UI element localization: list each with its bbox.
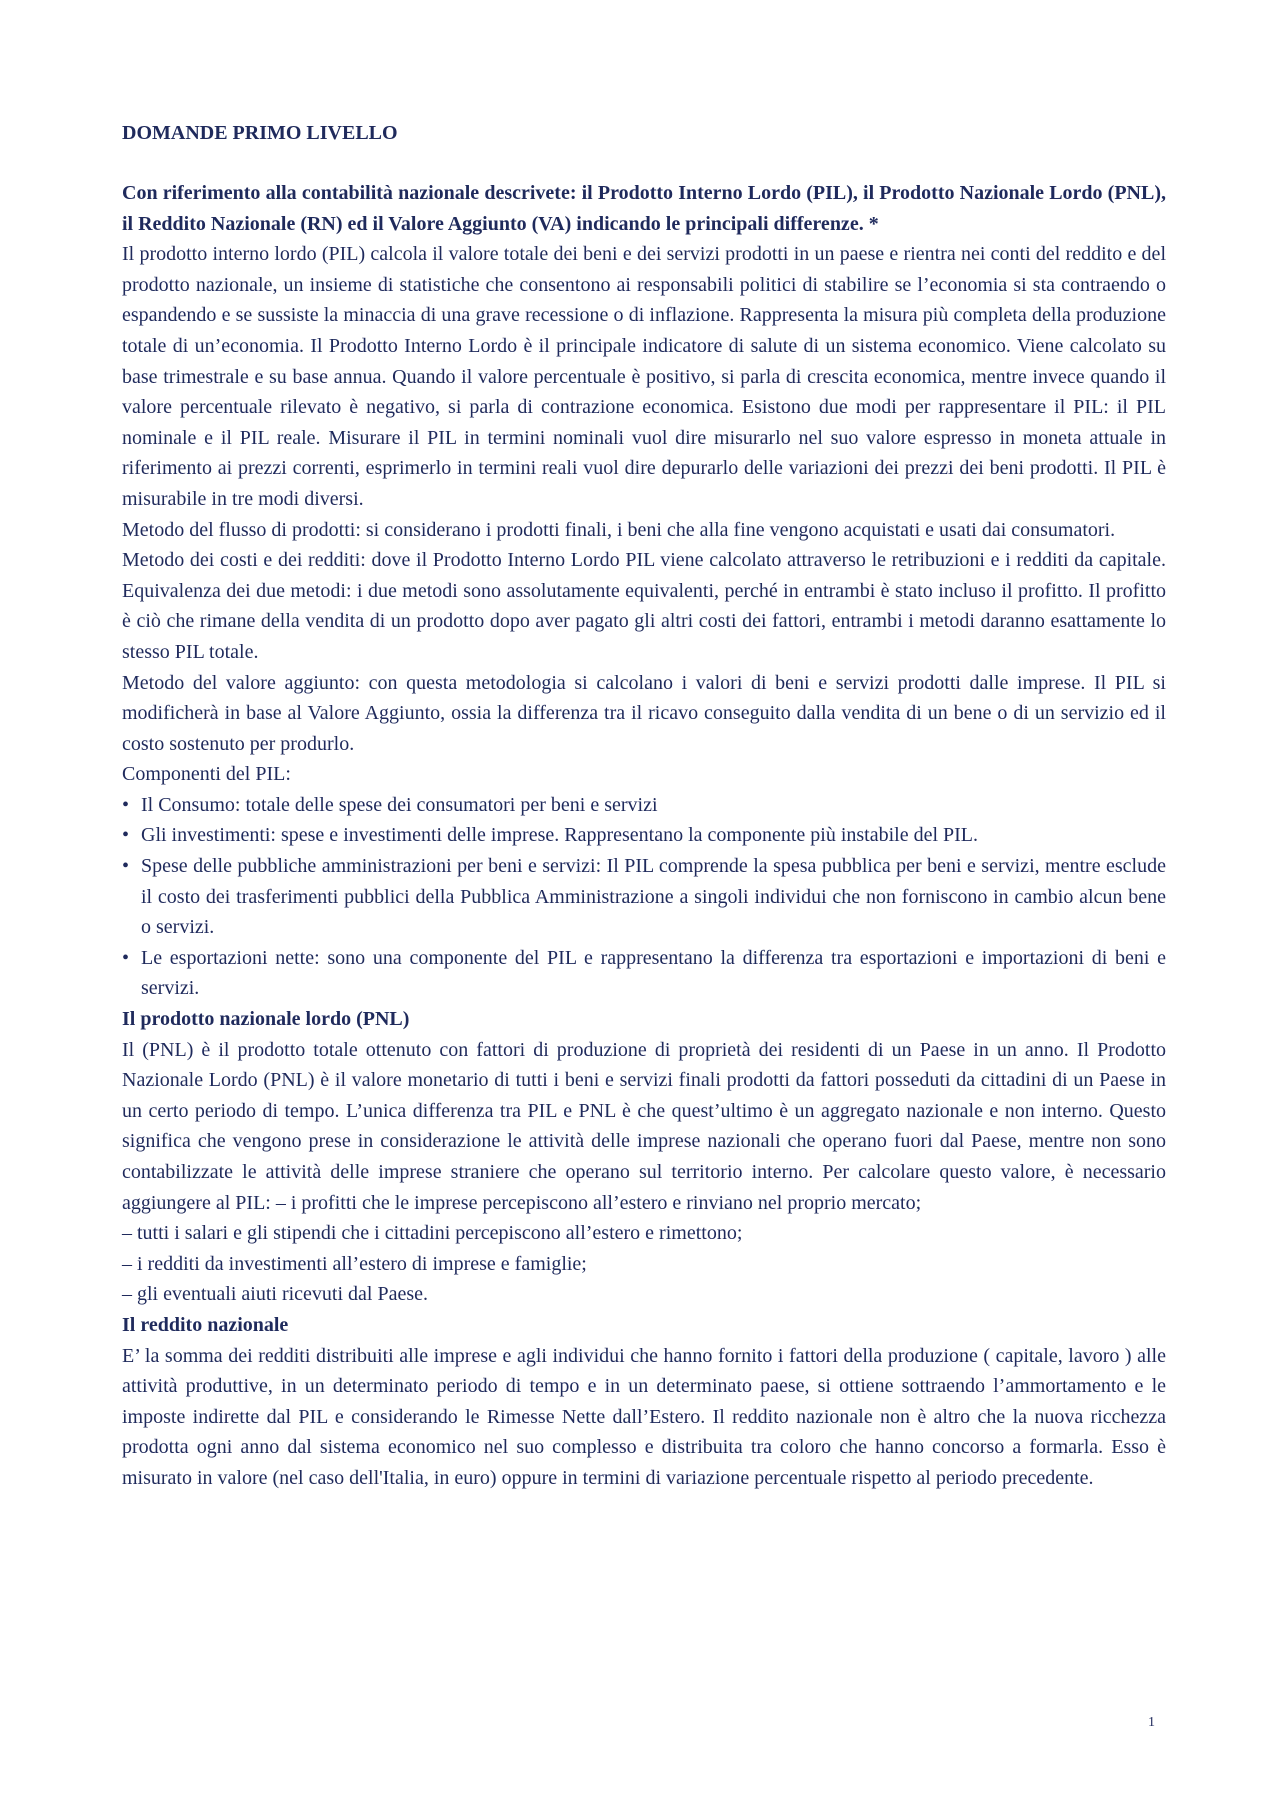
question-text: Con riferimento alla contabilità nazionale descrivete: il Prodotto Interno Lordo (PIL), il Prodotto Nazionale Lordo (PNL), il Reddito Nazionale (RN) ed il Valore Aggiunto (VA) indicando le principali differenze. * bbox=[122, 182, 1166, 235]
pnl-addition-item: – tutti i salari e gli stipendi che i cittadini percepiscono all’estero e rimettono; bbox=[122, 1222, 743, 1245]
pnl-addition-item: – gli eventuali aiuti ricevuti dal Paese. bbox=[122, 1283, 429, 1306]
page-number: 1 bbox=[1148, 1715, 1155, 1730]
list-item: • Il Consumo: totale delle spese dei consumatori per beni e servizi bbox=[122, 790, 1166, 821]
pil-intro-paragraph: Il prodotto interno lordo (PIL) calcola il valore totale dei beni e dei servizi prodotti in un paese e rientra nei conti del reddito e del prodotto nazionale, un insieme di statistiche che consentono ai responsabili politici di stabilire se l’economia si sta contraendo o espandendo e se sussiste la minaccia di una grave recessione o di inflazione. Rappresenta la misura più completa della produzione totale di un’economia. Il Prodotto Interno Lordo è il principale indicatore di salute di un sistema economico. Viene calcolato su base trimestrale e su base annua. Quando il valore percentuale è positivo, si parla di crescita economica, mentre invece quando il valore percentuale rilevato è negativo, si parla di contrazione economica. Esistono due modi per rappresentare il PIL: il PIL nominale e il PIL reale. Misurare il PIL in termini nominali vuol dire misurarlo nel suo valore espresso in moneta attuale in riferimento ai prezzi correnti, esprimerlo in termini reali vuol dire depurarlo delle variazioni dei prezzi dei beni prodotti. Il PIL è misurabile in tre modi diversi. bbox=[122, 243, 1166, 510]
document-title: DOMANDE PRIMO LIVELLO bbox=[122, 122, 398, 144]
rn-body-paragraph: E’ la somma dei redditi distribuiti alle imprese e agli individui che hanno fornito i fattori della produzione ( capitale, lavoro ) alle attività produttive, in un determinato periodo di tempo e in un determinato paese, si ottiene sottraendo l’ammortamento e le imposte indirette dal PIL e considerando le Rimesse Nette dall’Estero. Il reddito nazionale non è altro che la nuova ricchezza prodotta ogni anno dal sistema economico nel suo complesso e distribuita tra coloro che hanno concorso a formarla. Esso è misurato in valore (nel caso dell'Italia, in euro) oppure in termini di variazione percentuale rispetto al periodo precedente. bbox=[122, 1344, 1166, 1489]
pnl-heading: Il prodotto nazionale lordo (PNL) bbox=[122, 1008, 410, 1031]
list-item: • Le esportazioni nette: sono una componente del PIL e rappresentano la differenza tra esportazioni e importazioni di beni e servizi. bbox=[122, 943, 1166, 1004]
document-page bbox=[122, 118, 1166, 1494]
pil-method-value-added-paragraph: Metodo del valore aggiunto: con questa metodologia si calcolano i valori di beni e servizi prodotti dalle imprese. Il PIL si modificherà in base al Valore Aggiunto, ossia la differenza tra il ricavo conseguito dalla vendita di un bene o di un servizio ed il costo sostenuto per produrlo. bbox=[122, 671, 1166, 755]
list-item: • Spese delle pubbliche amministrazioni per beni e servizi: Il PIL comprende la spesa pubblica per beni e servizi, mentre esclude il costo dei trasferimenti pubblici della Pubblica Amministrazione a singoli individui che non forniscono in cambio alcun bene o servizi. bbox=[122, 851, 1166, 943]
pil-method-flow-paragraph: Metodo del flusso di prodotti: si considerano i prodotti finali, i beni che alla fine vengono acquistati e usati dai consumatori. bbox=[122, 518, 1116, 541]
pil-components-heading: Componenti del PIL: bbox=[122, 763, 291, 786]
list-item: • Gli investimenti: spese e investimenti delle imprese. Rappresentano la componente più instabile del PIL. bbox=[122, 820, 1166, 851]
pil-components-list bbox=[122, 790, 1166, 1004]
pil-method-costs-paragraph: Metodo dei costi e dei redditi: dove il Prodotto Interno Lordo PIL viene calcolato attraverso le retribuzioni e i redditi da capitale. Equivalenza dei due metodi: i due metodi sono assolutamente equivalenti, perché in entrambi è stato incluso il profitto. Il profitto è ciò che rimane della vendita di un prodotto dopo aver pagato gli altri costi dei fattori, entrambi i metodi daranno esattamente lo stesso PIL totale. bbox=[122, 549, 1166, 663]
pnl-body-paragraph: Il (PNL) è il prodotto totale ottenuto con fattori di produzione di proprietà dei residenti di un Paese in un anno. Il Prodotto Nazionale Lordo (PNL) è il valore monetario di tutti i beni e servizi finali prodotti da fattori posseduti da cittadini di un Paese in un certo periodo di tempo. L’unica differenza tra PIL e PNL è che quest’ultimo è un aggregato nazionale e non interno. Questo significa che vengono prese in considerazione le attività delle imprese nazionali che operano fuori dal Paese, mentre non sono contabilizzate le attività delle imprese straniere che operano sul territorio interno. Per calcolare questo valore, è necessario aggiungere al PIL: – i profitti che le imprese percepiscono all’estero e rinviano nel proprio mercato; bbox=[122, 1038, 1166, 1214]
rn-heading: Il reddito nazionale bbox=[122, 1313, 289, 1336]
pnl-addition-item: – i redditi da investimenti all’estero di imprese e famiglie; bbox=[122, 1252, 587, 1275]
